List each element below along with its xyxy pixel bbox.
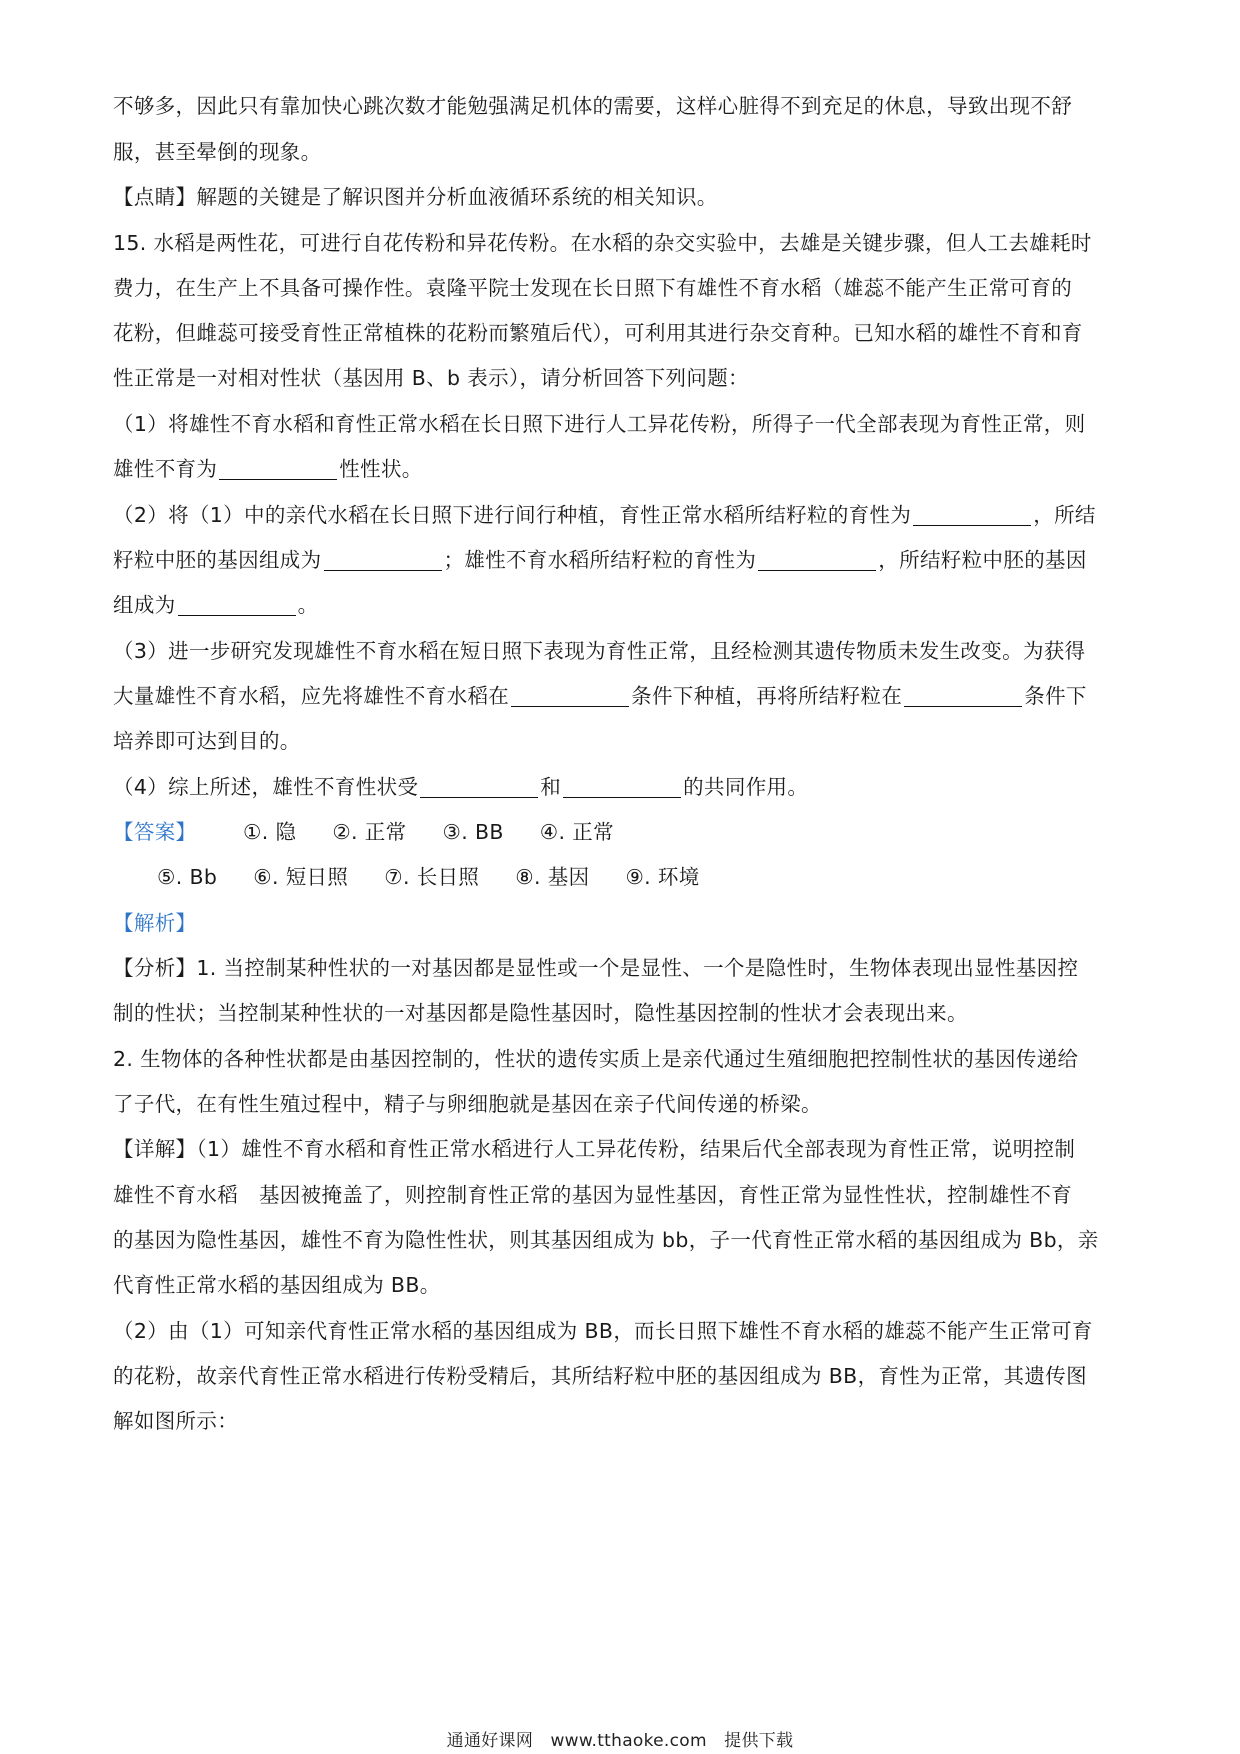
text-line: 制的性状；当控制某种性状的一对基因都是隐性基因时，隐性基因控制的性状才会表现出来。 xyxy=(113,1001,968,1025)
text-line: （2）由（1）可知亲代育性正常水稻的基因组成为 BB，而长日照下雄性不育水稻的雄蕊不能产生正常可育 xyxy=(113,1319,1093,1343)
text-line: 费力，在生产上不具备可操作性。袁隆平院士发现在长日照下有雄性不育水稻（雄蕊不能产生正常可育的 xyxy=(113,276,1073,300)
text-line: 花粉，但雌蕊可接受育性正常植株的花粉而繁殖后代），可利用其进行杂交育种。已知水稻的雄性不育和育 xyxy=(113,321,1083,345)
detail-line: 【详解】（1）雄性不育水稻和育性正常水稻进行人工异花传粉，结果后代全部表现为育性正常，说明控制 xyxy=(113,1137,1076,1161)
text-line: 不够多，因此只有靠加快心跳次数才能勉强满足机体的需要，这样心脏得不到充足的休息，导致出现不舒 xyxy=(113,94,1073,118)
subquestion-1: （1）将雄性不育水稻和育性正常水稻在长日照下进行人工异花传粉，所得子一代全部表现为育性正常，则 xyxy=(113,412,1086,436)
answer-item: ③. BB xyxy=(442,820,504,844)
answer-blank xyxy=(324,550,442,571)
answer-item: ⑧. 基因 xyxy=(515,865,590,889)
subquestion-2: （2）将（1）中的亲代水稻在长日照下进行间行种植，育性正常水稻所结籽粒的育性为 ，所结 xyxy=(113,503,1096,527)
text-line: 代育性正常水稻的基因组成为 BB。 xyxy=(113,1273,441,1297)
text-line: 了子代，在有性生殖过程中，精子与卵细胞就是基因在亲子代间传递的桥梁。 xyxy=(113,1092,822,1116)
answer-item: ①. 隐 xyxy=(243,820,297,844)
answer-item: ⑦. 长日照 xyxy=(384,865,480,889)
subquestion-3: （3）进一步研究发现雄性不育水稻在短日照下表现为育性正常，且经检测其遗传物质未发生改变。为获得 xyxy=(113,639,1086,663)
text-line: 解如图所示： xyxy=(113,1409,239,1433)
text-line: 服，甚至晕倒的现象。 xyxy=(113,140,322,164)
text-line: 雄性不育为 性性状。 xyxy=(113,457,423,481)
answer-blank xyxy=(563,777,681,798)
answer-blank xyxy=(219,459,337,480)
text-line: 大量雄性不育水稻，应先将雄性不育水稻在 条件下种植，再将所结籽粒在 条件下 xyxy=(113,684,1087,708)
answer-blank xyxy=(420,777,538,798)
text-line: 组成为 。 xyxy=(113,593,319,617)
tip-line: 【点睛】解题的关键是了解识图并分析血液循环系统的相关知识。 xyxy=(113,185,718,209)
answer-item: ⑥. 短日照 xyxy=(253,865,349,889)
text-line: 2. 生物体的各种性状都是由基因控制的，性状的遗传实质上是亲代通过生殖细胞把控制性状的基因传递给 xyxy=(113,1047,1079,1071)
answer-row-1 xyxy=(113,818,1133,846)
answer-item: ④. 正常 xyxy=(539,820,614,844)
answer-blank xyxy=(178,595,296,616)
answer-blank xyxy=(511,686,629,707)
text-line: 的基因为隐性基因，雄性不育为隐性性状，则其基因组成为 bb，子一代育性正常水稻的基因组成为 Bb，亲 xyxy=(113,1228,1099,1252)
text-line: 籽粒中胚的基因组成为 ；雄性不育水稻所结籽粒的育性为 ，所结籽粒中胚的基因 xyxy=(113,548,1087,572)
text-line: 性正常是一对相对性状（基因用 B、b 表示），请分析回答下列问题： xyxy=(113,366,749,390)
question-15-line: 15. 水稻是两性花，可进行自花传粉和异花传粉。在水稻的杂交实验中，去雄是关键步骤，但人工去雄耗时 xyxy=(113,231,1092,255)
text-line: 培养即可达到目的。 xyxy=(113,729,301,753)
page-footer: 通通好课网 www.tthaoke.com 提供下载 xyxy=(446,1731,794,1751)
answer-blank xyxy=(758,550,876,571)
answer-item: ②. 正常 xyxy=(332,820,407,844)
answer-item: ⑤. Bb xyxy=(157,865,218,889)
answer-item: ⑨. 环境 xyxy=(625,865,700,889)
analysis-label: 【解析】 xyxy=(113,911,197,935)
text-line: 的花粉，故亲代育性正常水稻进行传粉受精后，其所结籽粒中胚的基因组成为 BB，育性为正常，其遗传图 xyxy=(113,1364,1087,1388)
answer-blank xyxy=(904,686,1022,707)
analysis-line: 【分析】1. 当控制某种性状的一对基因都是显性或一个是显性、一个是隐性时，生物体表现出显性基因控 xyxy=(113,956,1079,980)
answer-label: 【答案】 xyxy=(113,820,197,844)
subquestion-4: （4）综上所述，雄性不育性状受 和 的共同作用。 xyxy=(113,775,809,799)
answer-row-2 xyxy=(157,863,1177,891)
answer-blank xyxy=(913,505,1031,526)
text-line: 雄性不育水稻 基因被掩盖了，则控制育性正常的基因为显性基因，育性正常为显性性状，控制雄性不育 xyxy=(113,1183,1073,1207)
